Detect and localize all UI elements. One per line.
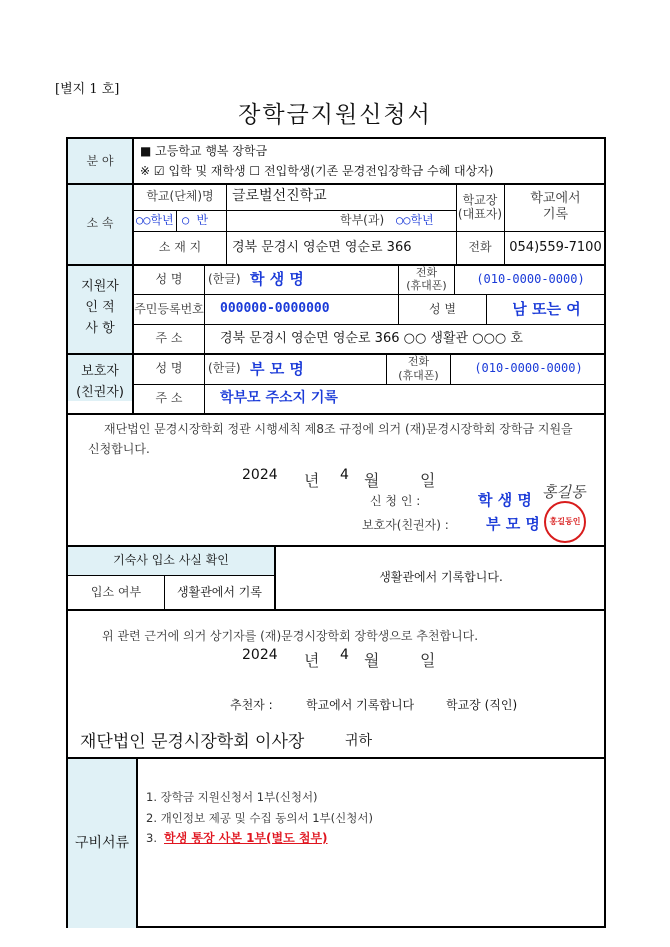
affiliation-label: 소 속 <box>86 216 114 231</box>
recommend-month-unit: 월 <box>364 651 380 670</box>
signature: 홍길동 <box>542 483 586 501</box>
school-address-value[interactable]: 경북 문경시 영순면 영순로 366 <box>232 239 412 255</box>
class-value[interactable]: ○ 반 <box>182 213 209 228</box>
applicant-sign-name[interactable]: 학 생 명 <box>478 491 532 509</box>
applicant-address-caption: 주 소 <box>155 331 183 346</box>
address-caption: 소 재 지 <box>158 240 202 255</box>
recommend-year[interactable]: 2024 <box>242 647 278 663</box>
addressee: 재단법인 문경시장학회 이사장 <box>80 732 305 752</box>
guardian-name-value[interactable]: 부 모 명 <box>250 359 304 378</box>
guardian-phone-value[interactable]: (010-0000-0000) <box>474 361 583 376</box>
apply-day-unit: 일 <box>420 471 436 490</box>
guardian-phone-caption: 전화 (휴대폰) <box>398 355 439 382</box>
applicant-name-caption: 성 명 <box>155 271 183 286</box>
guardian-address-caption: 주 소 <box>155 391 183 406</box>
apply-year-unit: 년 <box>304 471 320 490</box>
applicant-address-value[interactable]: 경북 문경시 영순면 영순로 366 ○○ 생활관 ○○○ 호 <box>220 330 523 346</box>
document-item-3-prefix: 3. <box>146 831 157 845</box>
recommend-statement: 위 관련 근거에 의거 상기자를 (재)문경시장학회 장학생으로 추천합니다. <box>102 629 479 643</box>
dept-caption: 학부(과) <box>340 213 385 228</box>
school-phone-caption: 전화 <box>468 240 492 255</box>
applicant-rrn-caption: 주민등록번호 <box>134 301 204 316</box>
guardian-seal-stamp: 홍길동인 <box>544 501 586 543</box>
category-checkboxes[interactable]: ※ ☑ 입학 및 재학생 ☐ 전입학생(기존 문경전입장학금 수혜 대상자) <box>140 163 494 178</box>
applicant-sign-caption: 신 청 인 : <box>370 494 421 508</box>
page-title: 장학금지원신청서 <box>238 102 432 128</box>
applicant-gender-value[interactable]: 남 또는 여 <box>512 300 581 318</box>
category-label: 분 야 <box>86 153 114 168</box>
dorm-entry-caption: 입소 여부 <box>90 585 142 600</box>
dorm-entry-value[interactable]: 생활관에서 기록 <box>177 585 262 600</box>
form-number: [별지 1 호] <box>55 82 120 97</box>
apply-month[interactable]: 4 <box>340 467 349 483</box>
recommend-year-unit: 년 <box>304 651 320 670</box>
dept-grade-value[interactable]: ○○학년 <box>396 213 434 228</box>
guardian-sign-name[interactable]: 부 모 명 <box>486 515 540 533</box>
document-item-1: 1. 장학금 지원신청서 1부(신청서) <box>146 790 318 804</box>
application-form <box>66 137 606 928</box>
guardian-address-value[interactable]: 학부모 주소지 기록 <box>220 390 338 407</box>
dorm-note: 생활관에서 기록합니다. <box>379 569 503 584</box>
addressee-honorific: 귀하 <box>345 733 373 749</box>
recommender-caption: 추천자 : <box>230 698 273 712</box>
application-statement: 재단법인 문경시장학회 정관 시행세칙 제8조 규정에 의거 (재)문경시장학회 장학금 지원을 신청합니다. <box>88 422 573 457</box>
guardian-label: 보호자 (친권자) <box>76 364 124 400</box>
school-name-value[interactable]: 글로벌선진학교 <box>232 188 327 205</box>
document-item-2: 2. 개인정보 제공 및 수집 동의서 1부(신청서) <box>146 811 373 825</box>
applicant-phone-value[interactable]: (010-0000-0000) <box>476 271 585 286</box>
document-item-3: 학생 통장 사본 1부(별도 첨부) <box>164 831 328 845</box>
applicant-phone-caption: 전화 (휴대폰) <box>406 265 447 292</box>
guardian-name-caption: 성 명 <box>155 361 183 376</box>
principal-seal-caption: 학교장 (직인) <box>446 698 518 712</box>
applicant-label: 지원자 인 적 사 항 <box>81 279 119 336</box>
school-name-caption: 학교(단체)명 <box>146 189 214 204</box>
recommender-value[interactable]: 학교에서 기록합니다 <box>306 698 415 712</box>
applicant-rrn-value[interactable]: 000000-0000000 <box>220 301 330 317</box>
applicant-name-value[interactable]: 학 생 명 <box>250 270 304 288</box>
dorm-check-title: 기숙사 입소 사실 확인 <box>113 552 229 567</box>
applicant-gender-caption: 성 별 <box>429 301 456 316</box>
principal-caption: 학교장 (대표자) <box>457 192 503 221</box>
grade-value[interactable]: ○○학년 <box>136 213 174 228</box>
recommend-month[interactable]: 4 <box>340 647 349 663</box>
principal-value[interactable]: 학교에서 기록 <box>530 191 581 222</box>
school-phone-value[interactable]: 054)559-7100 <box>509 239 602 255</box>
guardian-hangul-caption: (한글) <box>208 361 241 376</box>
category-scholarship: ■ 고등학교 행복 장학금 <box>140 143 268 158</box>
documents-label: 구비서류 <box>74 835 130 852</box>
apply-month-unit: 월 <box>364 471 380 490</box>
apply-year[interactable]: 2024 <box>242 467 278 483</box>
applicant-hangul-caption: (한글) <box>208 271 241 286</box>
guardian-sign-caption: 보호자(친권자) : <box>362 518 449 532</box>
recommend-day-unit: 일 <box>420 651 436 670</box>
